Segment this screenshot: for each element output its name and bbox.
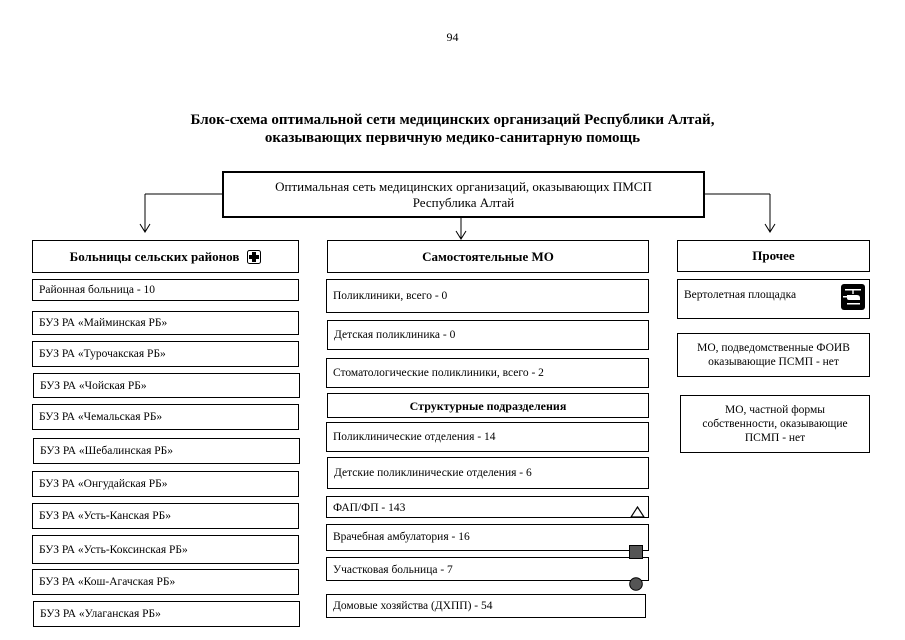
left-item-label: БУЗ РА «Майминская РБ» — [39, 317, 168, 329]
middle-sub-item-label: Поликлинические отделения - 14 — [333, 431, 496, 443]
connector-right — [705, 194, 775, 232]
structural-units-subheader — [327, 393, 649, 418]
square-icon — [629, 545, 643, 559]
root-line-1: Оптимальная сеть медицинских организаций, оказывающих ПМСП — [275, 178, 652, 194]
middle-sub-item-label: Домовые хозяйства (ДХПП) - 54 — [333, 600, 493, 612]
left-item-label: БУЗ РА «Чойская РБ» — [40, 379, 147, 392]
middle-sub-item-label: Участковая больница - 7 — [333, 564, 453, 576]
left-item — [33, 438, 300, 464]
left-item — [32, 279, 299, 301]
middle-item — [326, 279, 649, 313]
middle-sub-item — [326, 496, 649, 518]
left-item-label: БУЗ РА «Кош-Агачская РБ» — [39, 576, 176, 588]
left-item-label: БУЗ РА «Турочакская РБ» — [39, 348, 166, 360]
middle-sub-item — [326, 557, 649, 581]
circle-icon — [629, 577, 643, 591]
private-mo-box — [680, 395, 870, 453]
title-line-2: оказывающих первичную медико-санитарную помощь — [264, 130, 641, 146]
triangle-icon — [630, 506, 645, 518]
middle-item-label: Детская поликлиника - 0 — [334, 329, 456, 341]
root-node — [222, 171, 705, 218]
middle-item-label: Стоматологические поликлиники, всего - 2 — [333, 367, 544, 379]
left-item — [32, 404, 299, 430]
root-line-2: Республика Алтай — [412, 194, 515, 210]
connector-middle — [456, 218, 466, 239]
middle-sub-item-label: ФАП/ФП - 143 — [333, 502, 406, 514]
middle-item — [327, 320, 649, 350]
federal-mo-box — [677, 333, 870, 377]
right-column-header — [677, 240, 870, 272]
left-item — [33, 601, 300, 627]
right-header-label: Прочее — [752, 248, 795, 263]
left-item-label: БУЗ РА «Шебалинская РБ» — [40, 445, 174, 457]
middle-column-header — [327, 240, 649, 273]
helicopter-icon — [840, 283, 866, 311]
left-item-label: БУЗ РА «Усть-Канская РБ» — [39, 510, 171, 522]
left-item — [32, 569, 299, 595]
left-item-label: БУЗ РА «Усть-Коксинская РБ» — [39, 543, 188, 556]
middle-sub-item — [326, 524, 649, 551]
middle-sub-item-label: Врачебная амбулатория - 16 — [333, 531, 470, 543]
title-line-1: Блок-схема оптимальной сети медицинских организаций Республики Алтай, — [190, 112, 715, 128]
left-item — [32, 535, 299, 564]
hospital-cross-icon — [247, 250, 261, 264]
middle-sub-item-label: Детские поликлинические отделения - 6 — [334, 467, 532, 479]
helipad-label: Вертолетная площадка — [684, 289, 797, 301]
middle-sub-item — [327, 457, 649, 489]
left-item — [32, 311, 299, 335]
middle-sub-item — [326, 422, 649, 452]
left-item-label: БУЗ РА «Чемальская РБ» — [39, 411, 163, 423]
connector-left — [140, 194, 222, 232]
middle-item-label: Поликлиники, всего - 0 — [333, 290, 448, 302]
left-item — [33, 373, 300, 398]
middle-sub-item — [326, 594, 646, 618]
left-item — [32, 471, 299, 497]
left-column-header — [32, 240, 299, 273]
left-item — [32, 503, 299, 529]
subheader-label: Структурные подразделения — [409, 398, 567, 413]
left-item-label: Районная больница - 10 — [39, 284, 156, 296]
left-item-label: БУЗ РА «Улаганская РБ» — [40, 608, 161, 620]
federal-mo-label: МО, подведомственные ФОИВ оказывающие ПСМП - нет — [697, 342, 850, 368]
left-header-label: Больницы сельских районов — [69, 248, 240, 264]
middle-item — [326, 358, 649, 388]
page-number: 94 — [446, 30, 459, 44]
middle-header-label: Самостоятельные МО — [422, 248, 554, 264]
left-item-label: БУЗ РА «Онгудайская РБ» — [39, 478, 168, 490]
left-item — [32, 341, 299, 367]
private-mo-label: МО, частной формы собственности, оказывающие ПСМП - нет — [702, 404, 848, 444]
